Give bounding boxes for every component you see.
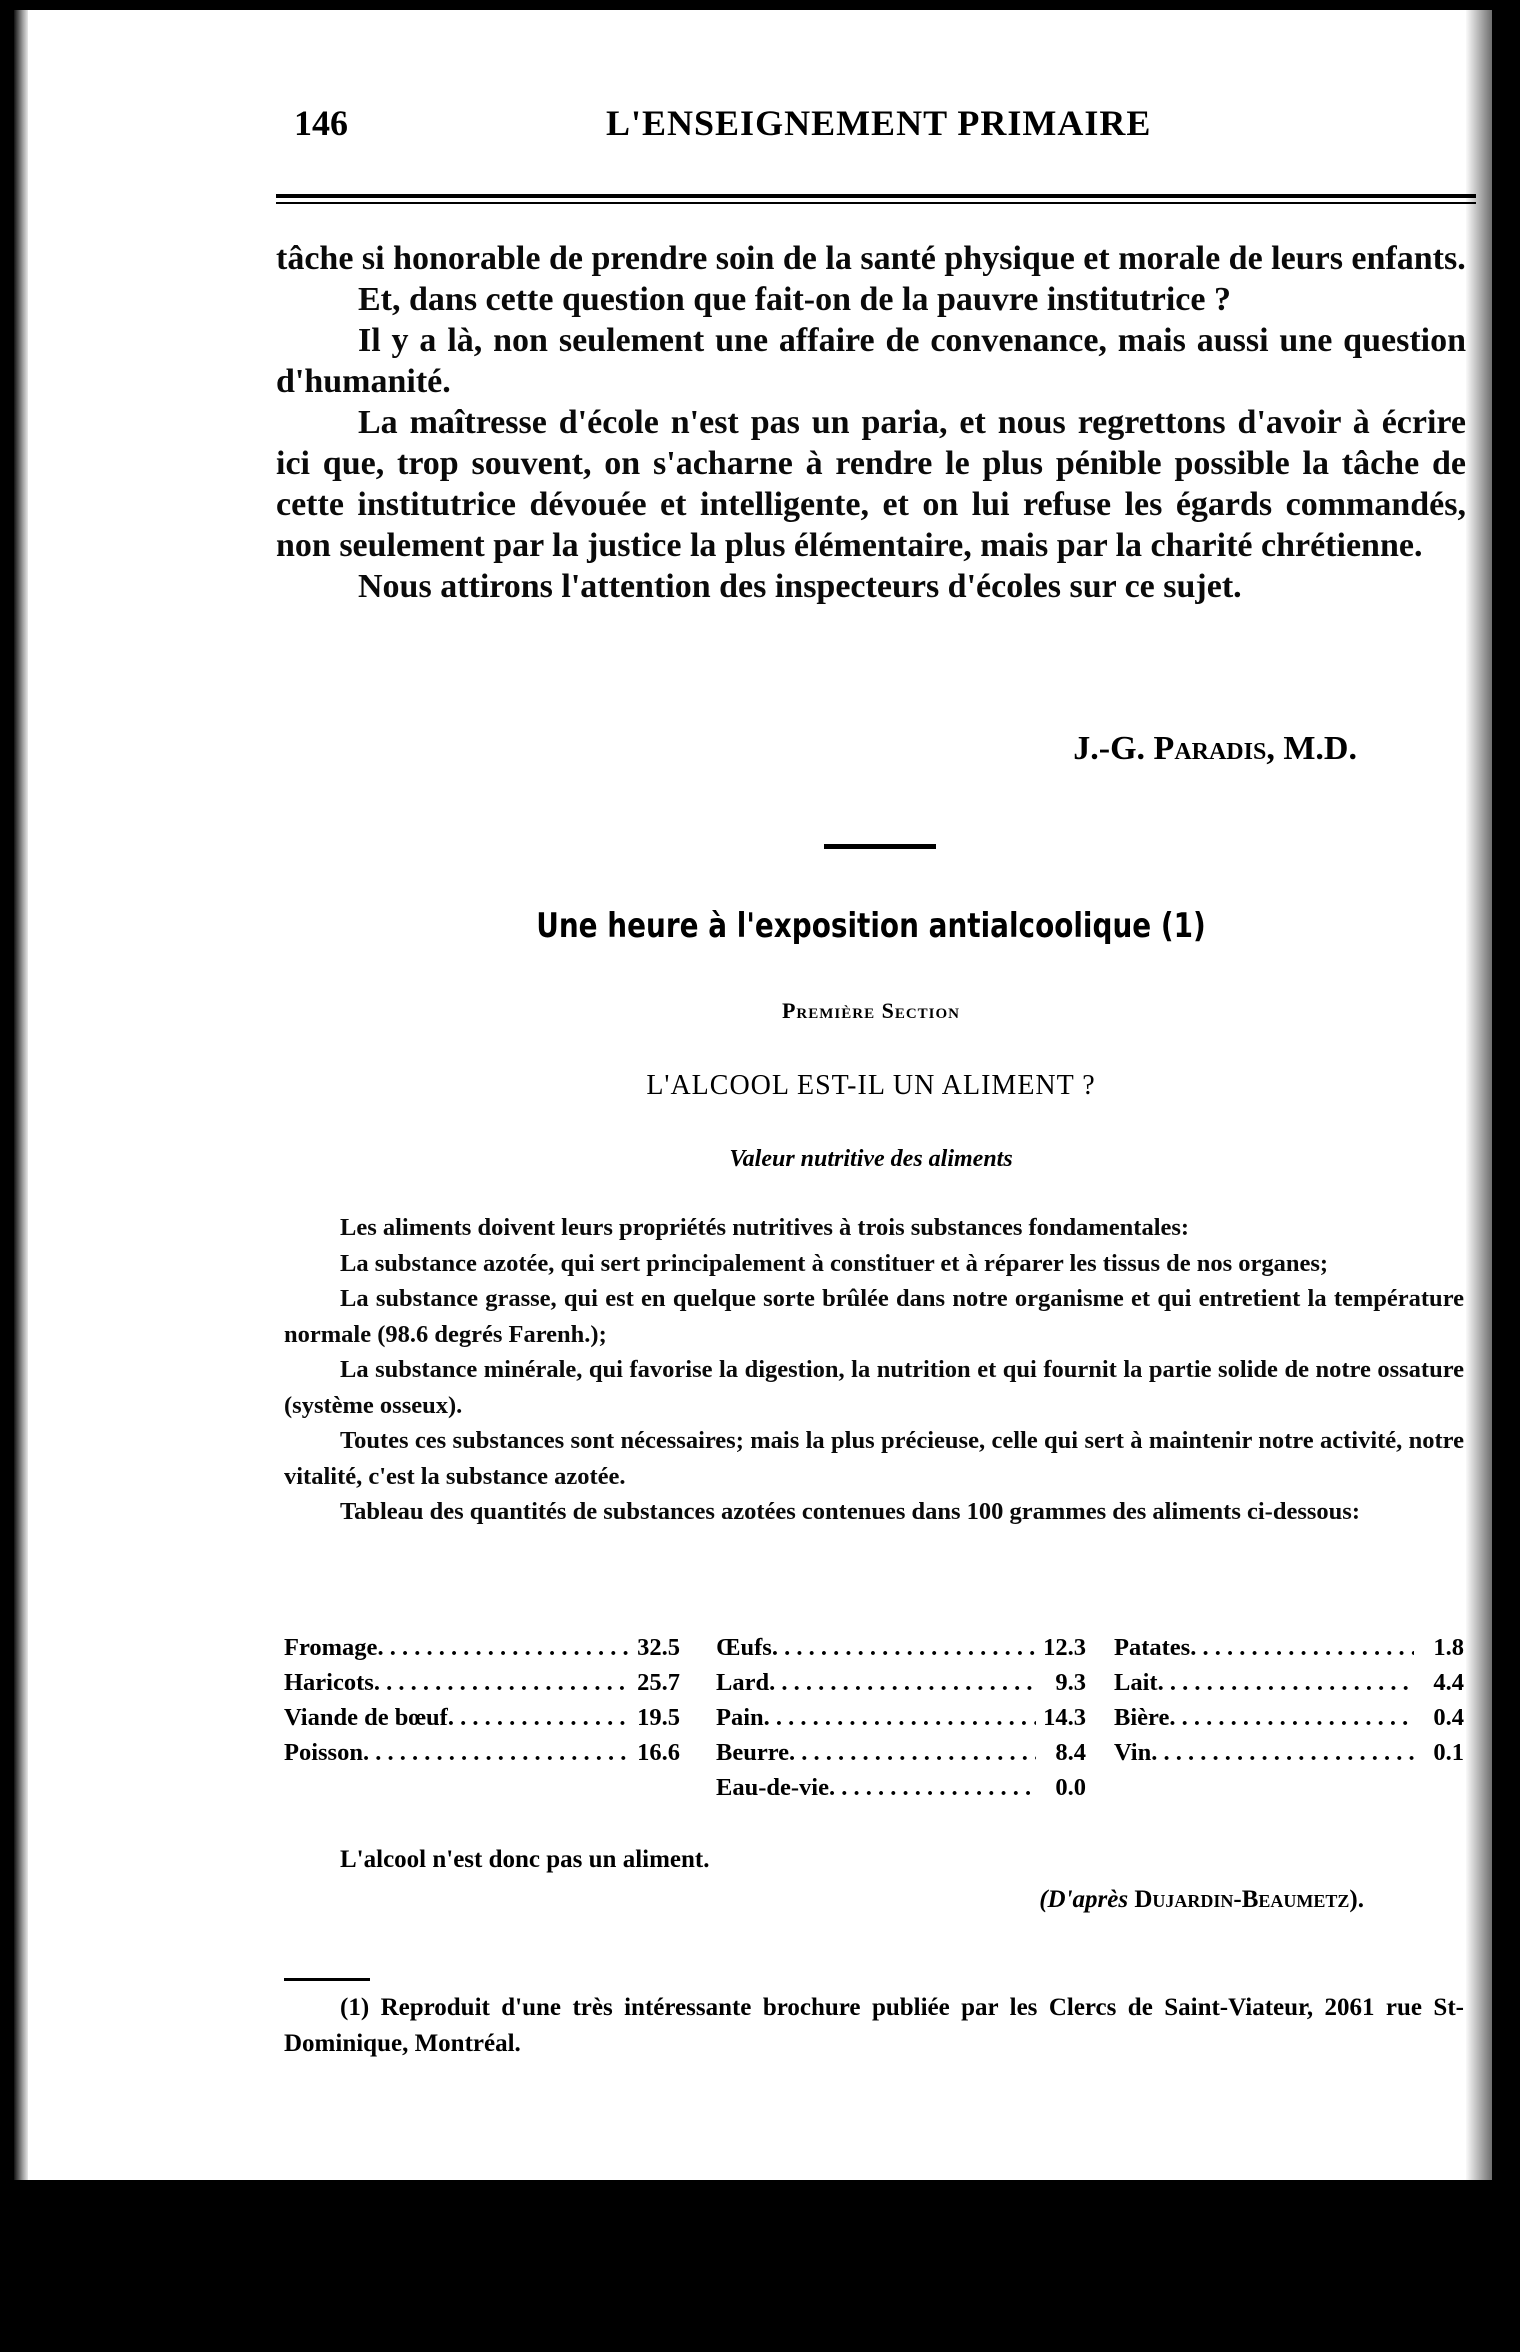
binding-edge [14, 10, 28, 2180]
journal-title: L'ENSEIGNEMENT PRIMAIRE [606, 103, 1152, 143]
table-row: Vin . . . 0.1 [1114, 1735, 1464, 1770]
table-row: Viande de bœuf . . . 19.5 [284, 1700, 680, 1735]
subtitle: Valeur nutritive des aliments [729, 1146, 1013, 1172]
table-column-3 [1114, 1630, 1464, 1770]
running-head [276, 102, 1476, 152]
paragraph: tâche si honorable de prendre soin de la santé physique et morale de leurs enfants. [276, 240, 1466, 277]
signature-initials: J.-G. [1073, 730, 1146, 767]
page-number: 146 [294, 103, 348, 143]
article-separator [824, 844, 936, 849]
table-row: Bière . . . 0.4 [1114, 1700, 1464, 1735]
section-heading: Première Section [781, 998, 961, 1023]
table-row: Lait . . . 4.4 [1114, 1665, 1464, 1700]
footnote [284, 1990, 1464, 2062]
paragraph: Toutes ces substances sont nécessaires; mais la plus précieuse, celle qui sert à maintenir notre activité, notre vitalité, c'est la substance azotée. [284, 1427, 1464, 1490]
table-row: Haricots . . . 25.7 [284, 1665, 680, 1700]
previous-article-text [276, 238, 1466, 607]
table-row: Fromage . . . 32.5 [284, 1630, 680, 1665]
article-title: Une heure à l'exposition antialcoolique (1) [536, 906, 1206, 946]
paragraph: La substance minérale, qui favorise la digestion, la nutrition et qui fournit la partie solide de notre ossature (système osseux). [284, 1356, 1464, 1419]
header-rule-thin [276, 202, 1476, 204]
table-row: Beurre . . . 8.4 [716, 1735, 1086, 1770]
header-rule [276, 194, 1476, 198]
paragraph: Il y a là, non seulement une affaire de convenance, mais aussi une question d'humanité. [276, 322, 1466, 400]
source-attribution: (D'après Dujardin-Beaumetz). [1039, 1886, 1364, 1913]
paragraph: Et, dans cette question que fait-on de la pauvre institutrice ? [358, 281, 1231, 318]
table-column-2 [716, 1630, 1086, 1805]
signature-name: Paradis [1153, 730, 1267, 767]
paragraph: Nous attirons l'attention des inspecteurs d'écoles sur ce sujet. [358, 568, 1242, 605]
table-row: Eau-de-vie . . . 0.0 [716, 1770, 1086, 1805]
author-signature [1073, 730, 1357, 768]
footnote-rule [284, 1978, 370, 1981]
table-row: Œufs . . . 12.3 [716, 1630, 1086, 1665]
table-row: Pain . . . 14.3 [716, 1700, 1086, 1735]
paragraph: La substance grasse, qui est en quelque sorte brûlée dans notre organisme et qui entretient la température normale (98.6 degrés Farenh.); [284, 1285, 1464, 1348]
table-row: Patates . . . 1.8 [1114, 1630, 1464, 1665]
question-heading: L'ALCOOL EST-IL UN ALIMENT ? [646, 1070, 1096, 1101]
conclusion: L'alcool n'est donc pas un aliment. [340, 1846, 710, 1873]
paragraph: Tableau des quantités de substances azotées contenues dans 100 grammes des aliments ci-dessous: [340, 1498, 1360, 1525]
footnote-text: (1) Reproduit d'une très intéressante brochure publiée par les Clercs de Saint-Viateur, 2061 rue St-Dominique, Montréal. [284, 1994, 1464, 2057]
paragraph: La substance azotée, qui sert principalement à constituer et à réparer les tissus de nos organes; [340, 1249, 1329, 1277]
paragraph: La maîtresse d'école n'est pas un paria, et nous regrettons d'avoir à écrire ici que, trop souvent, on s'acharne à rendre le plus pénible possible la tâche de cette institutrice dévouée et intelligente, et on lui refuse les égards commandés, non seulement par la justice la plus élémentaire, mais par la charité chrétienne. [276, 404, 1466, 564]
paragraph: Les aliments doivent leurs propriétés nutritives à trois substances fondamentales: [340, 1214, 1190, 1241]
table-column-1 [284, 1630, 680, 1770]
book-page [14, 10, 1492, 2180]
source-author: Dujardin-Beaumetz [1134, 1886, 1350, 1913]
page-edge-shadow [1466, 10, 1492, 2180]
signature-suffix: , M.D. [1266, 730, 1357, 767]
table-row: Poisson . . . 16.6 [284, 1735, 680, 1770]
article-body [284, 1210, 1464, 1530]
table-row: Lard . . . 9.3 [716, 1665, 1086, 1700]
